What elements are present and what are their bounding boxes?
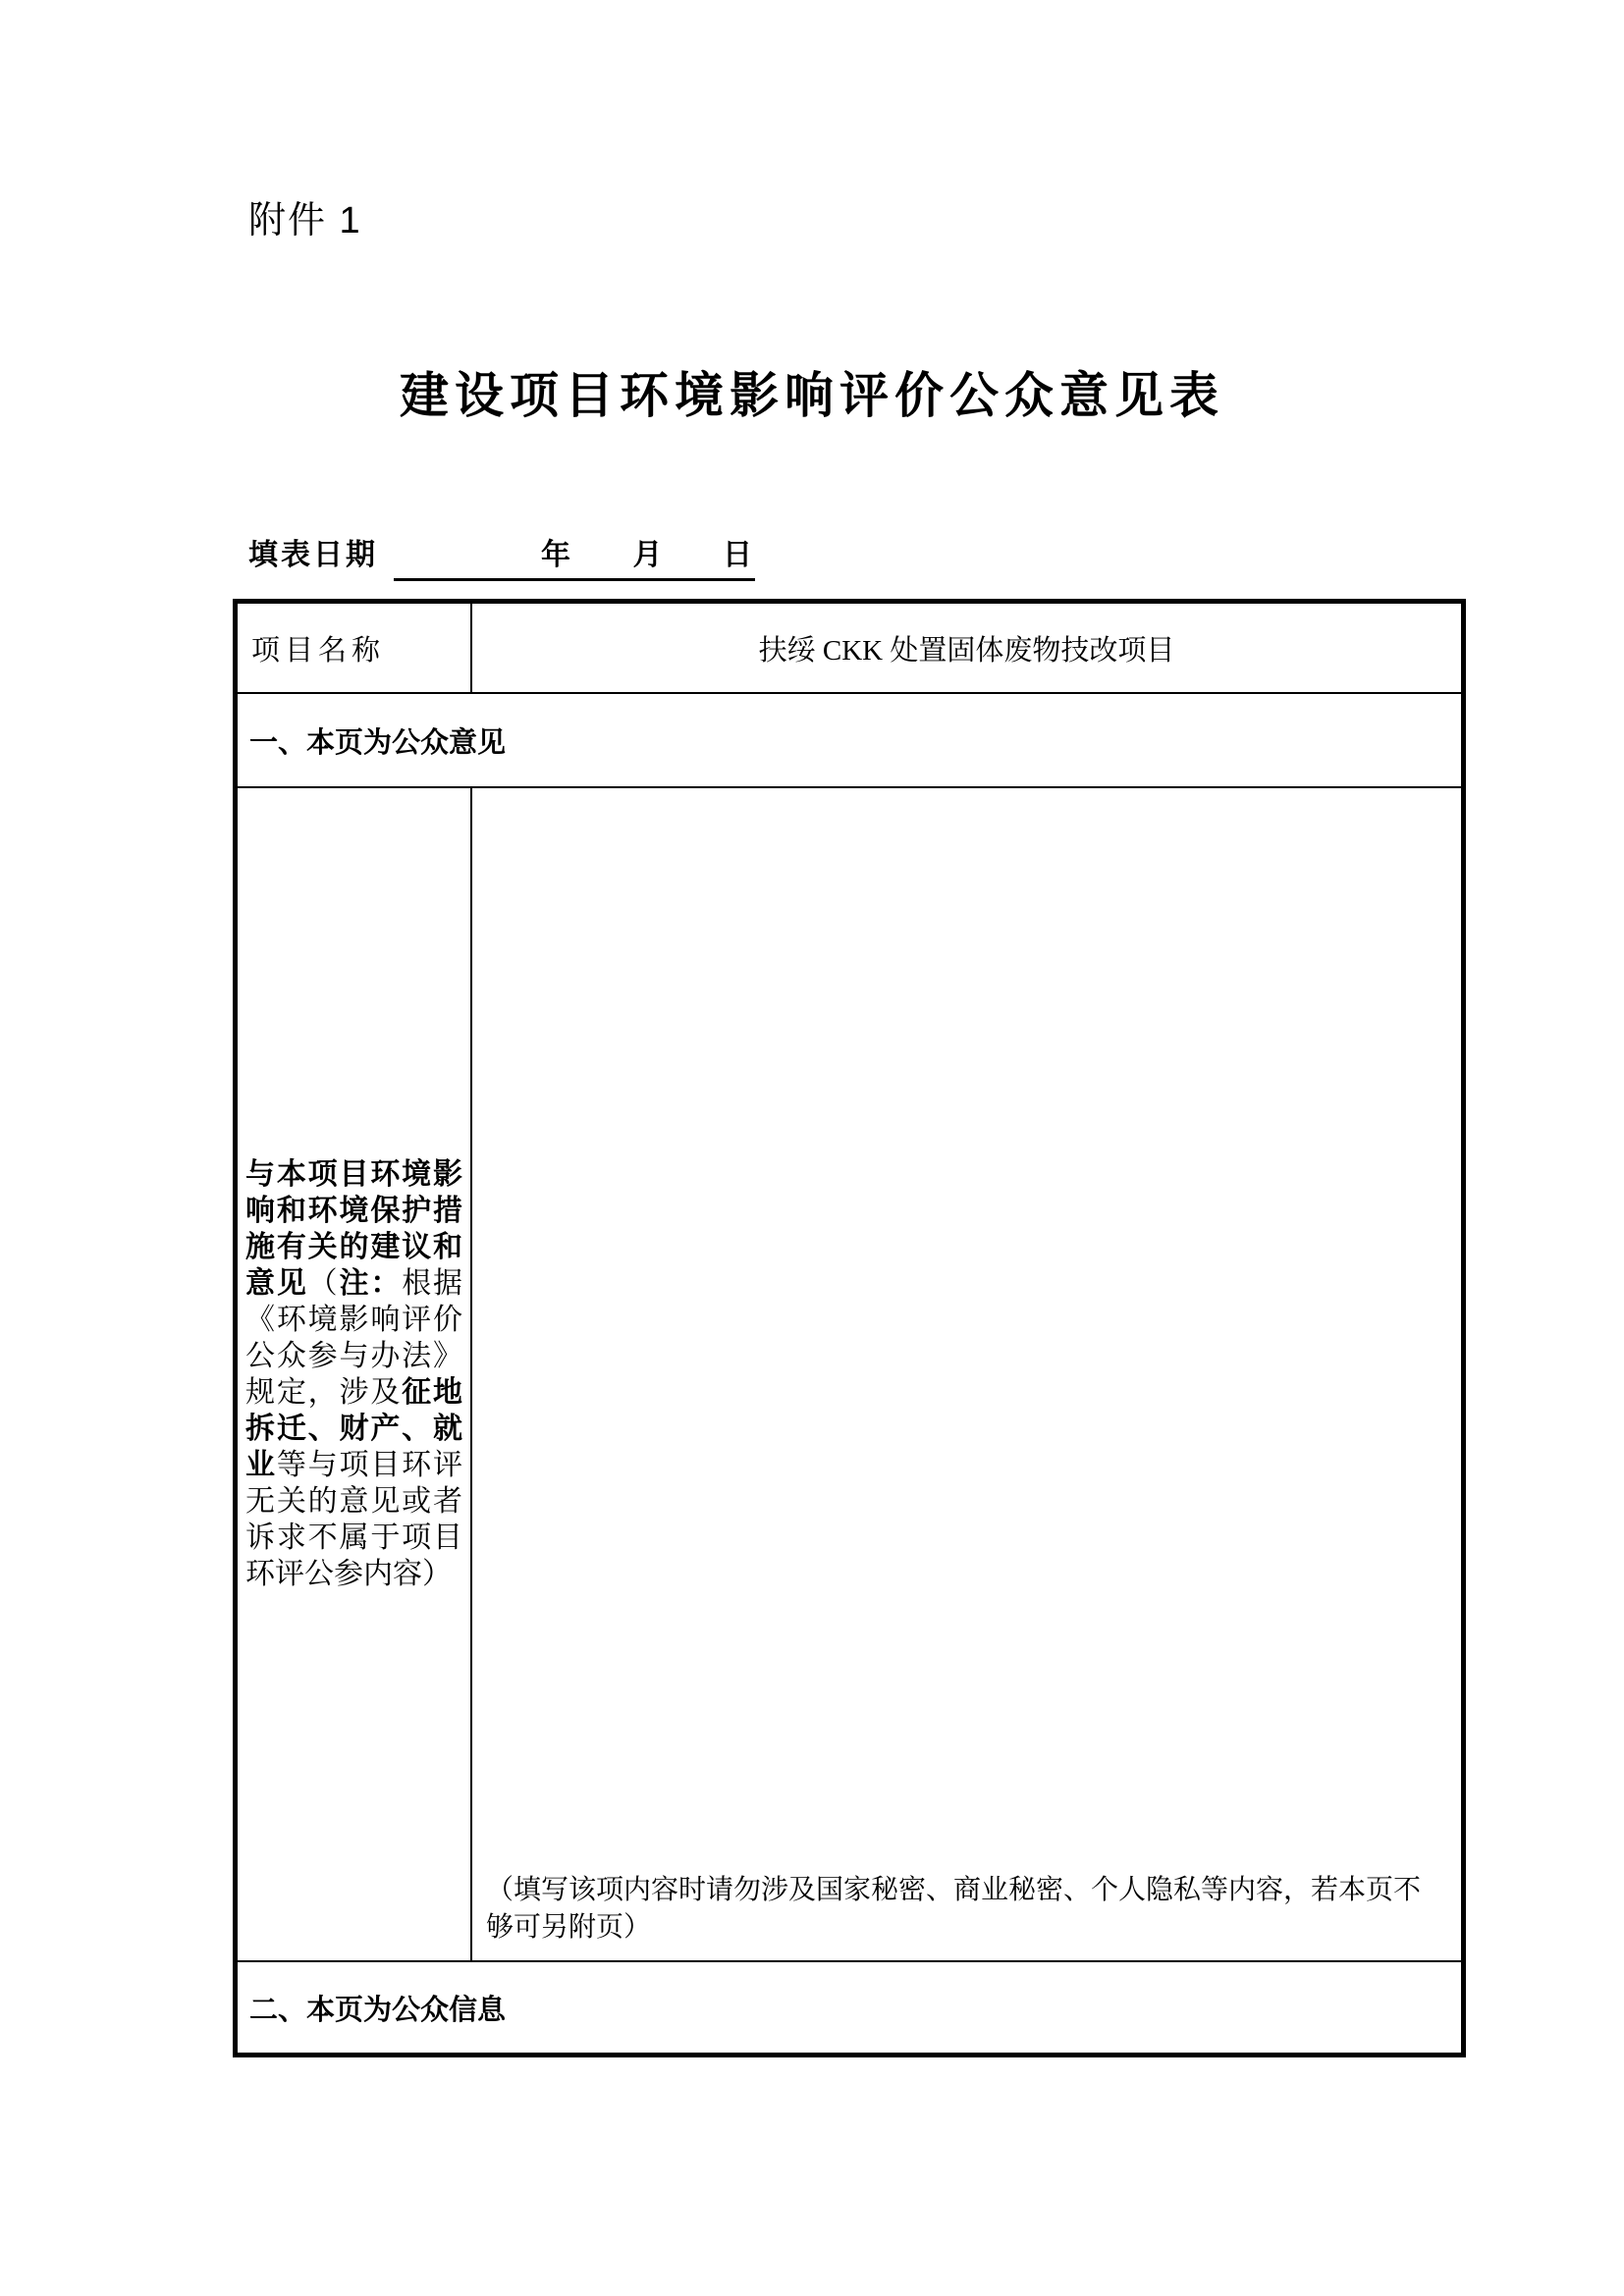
attachment-label: 附件 1 — [248, 200, 362, 241]
fill-date-label: 填表日期 — [248, 539, 378, 571]
opinion-label-cell — [238, 788, 472, 1962]
fill-date-blank — [394, 536, 755, 581]
project-name-value: 扶绥 CKK 处置固体废物技改项目 — [472, 604, 1461, 694]
section-public-info-header: 二、本页为公众信息 — [249, 1994, 507, 2026]
fill-date-line — [248, 536, 755, 581]
opinion-body-cell — [472, 788, 1461, 1962]
section-public-opinion-header: 一、本页为公众意见 — [238, 694, 1461, 788]
year-label: 年 — [541, 539, 570, 571]
month-label: 月 — [632, 539, 663, 571]
form-title: 建设项目环境影响评价公众意见表 — [400, 368, 1224, 423]
day-label: 日 — [723, 539, 752, 571]
opinion-blank-area — [472, 788, 1461, 1872]
opinion-form-table — [233, 599, 1466, 2057]
opinion-label-text: 与本项目环境影响和环境保护措施有关的建议和意见（注：根据《环境影响评价公众参与办法》规定，涉及征地拆迁、财产、就业等与项目环评无关的意见或者诉求不属于项目环评公参内容） — [245, 1158, 463, 1590]
project-name-label: 项目名称 — [238, 604, 472, 694]
opinion-note: （填写该项内容时请勿涉及国家秘密、商业秘密、个人隐私等内容，若本页不够可另附页） — [486, 1875, 1422, 1943]
